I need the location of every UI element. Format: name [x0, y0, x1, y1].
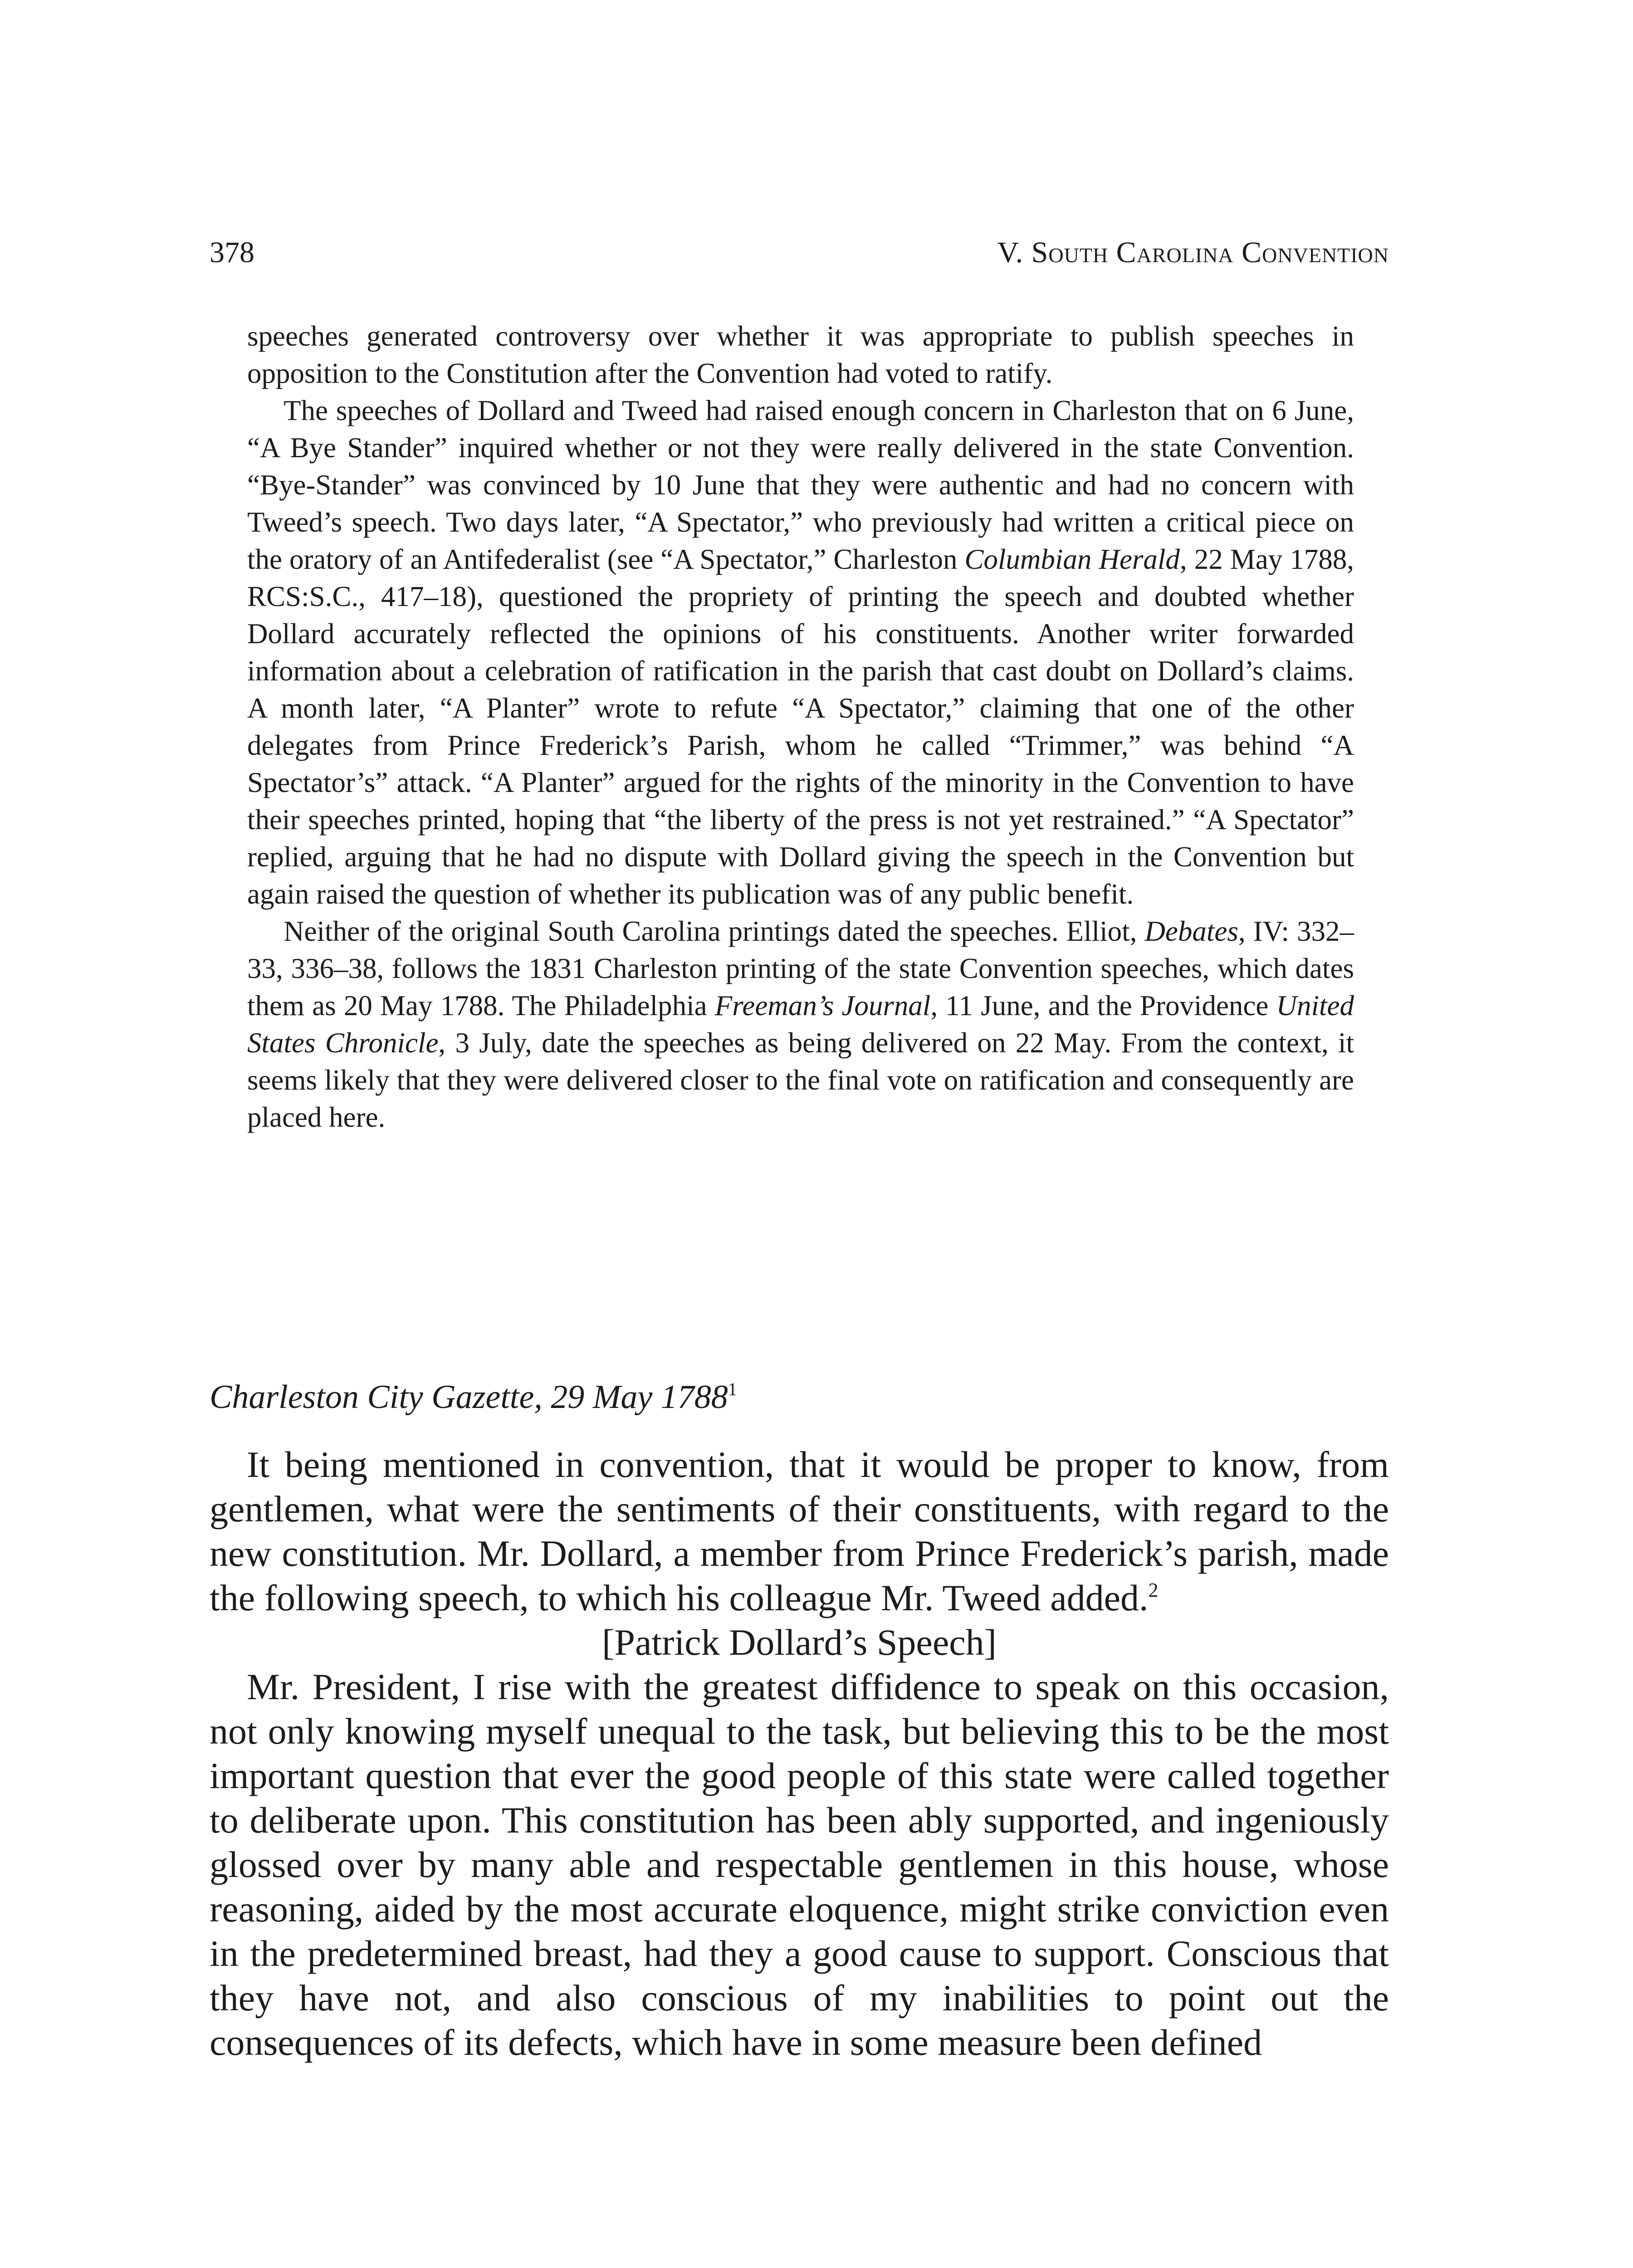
page-header — [210, 232, 1389, 273]
intro-paragraph-2 — [247, 392, 1354, 913]
intro-paragraph-1: speeches generated controversy over whether it was appropriate to publish speeches in opposition to the Constitution after the Convention had voted to ratify. — [247, 320, 1354, 389]
body-p1-text: It being mentioned in convention, that it would be proper to know, from gentlemen, what were the sentiments of their constituents, with regard to the new constitution. Mr. Dollard, a member from Prince Frederick’s parish, made the following speech, to which his colleague Mr. Tweed added. — [210, 1444, 1389, 1618]
body-paragraph-1 — [210, 1442, 1389, 1620]
intro-p3-debates-title: Debates — [1144, 915, 1238, 947]
body-paragraph-2: Mr. President, I rise with the greatest diffidence to speak on this occasion, not only knowing myself unequal to the task, but believing this to be the most important question that ever the good people of this state were called together to deliberate upon. This constitution has been ably supported, and ingeniously glossed over by many able and respectable gentlemen in this house, whose reasoning, aided by the most accurate eloquence, might strike conviction even in the predetermined breast, had they a good cause to support. Conscious that they have not, and also conscious of my inabilities to point out the consequences of its defects, which have in some measure been defined — [210, 1666, 1389, 2063]
intro-p2-text-c: , 22 May 1788, RCS:S.C., 417–18), questioned the propriety of printing the speech and doubted whether Dollard accurately reflected the opinions of his constituents. Another writer forwarded information about a celebration of ratification in the parish that cast doubt on Dollard’s claims. A month later, “A Planter” wrote to refute “A Spectator,” claiming that one of the other delegates from Prince Frederick’s Parish, whom he called “Trimmer,” was behind “A Spectator’s” attack. “A Planter” argued for the rights of the minority in the Convention to have their speeches printed, hoping that “the liberty of the press is not yet restrained.” “A Spectator” replied, arguing that he had no dispute with Dollard giving the speech in the Convention but again raised the question of whether its publication was of any public benefit. — [247, 543, 1354, 910]
intro-p3-text-c: , IV: 332–33, 336–38, follows the 1831 Charleston printing of the state Convention speeches, which dates them as 20 May 1788. The Philadelphia — [247, 915, 1354, 1022]
speech-heading: [Patrick Dollard’s Speech] — [602, 1622, 997, 1663]
running-head: V. South Carolina Convention — [997, 236, 1389, 269]
intro-p2-newspaper-title: Columbian Herald — [964, 543, 1180, 575]
footnote-ref-1: 1 — [728, 1379, 737, 1399]
section-title-text: Charleston City Gazette, 29 May 1788 — [210, 1378, 728, 1416]
intro-p3-freemans-journal-title: Freeman’s Journal — [714, 990, 931, 1022]
editorial-note — [247, 318, 1354, 1136]
intro-paragraph-3 — [247, 913, 1354, 1136]
page-number: 378 — [210, 236, 254, 269]
intro-p3-text-e: , 11 June, and the Providence — [930, 990, 1276, 1022]
footnote-ref-2: 2 — [1148, 1579, 1159, 1601]
section-title — [210, 1377, 737, 1418]
intro-p2-text-a: The speeches of Dollard and Tweed had raised enough concern in Charleston that on 6 June, “A Bye Stander” inquired whether or not they were really delivered in the state Convention. “Bye-Stander” was convinced by 10 June that they were authentic and had no concern with Tweed’s speech. Two days later, “A Spectator,” who previously had written a critical piece on the oratory of an Antifederalist (see “A Spectator,” Charleston — [247, 395, 1354, 575]
intro-p3-text-a: Neither of the original South Carolina printings dated the speeches. Elliot, — [284, 915, 1145, 947]
document-body — [210, 1442, 1389, 2065]
intro-p3-chronicle-title: United States Chronicle — [247, 990, 1354, 1059]
intro-p3-text-g: , 3 July, date the speeches as being delivered on 22 May. From the context, it seems likely that they were delivered closer to the final vote on ratification and consequently are placed here. — [247, 1027, 1354, 1133]
